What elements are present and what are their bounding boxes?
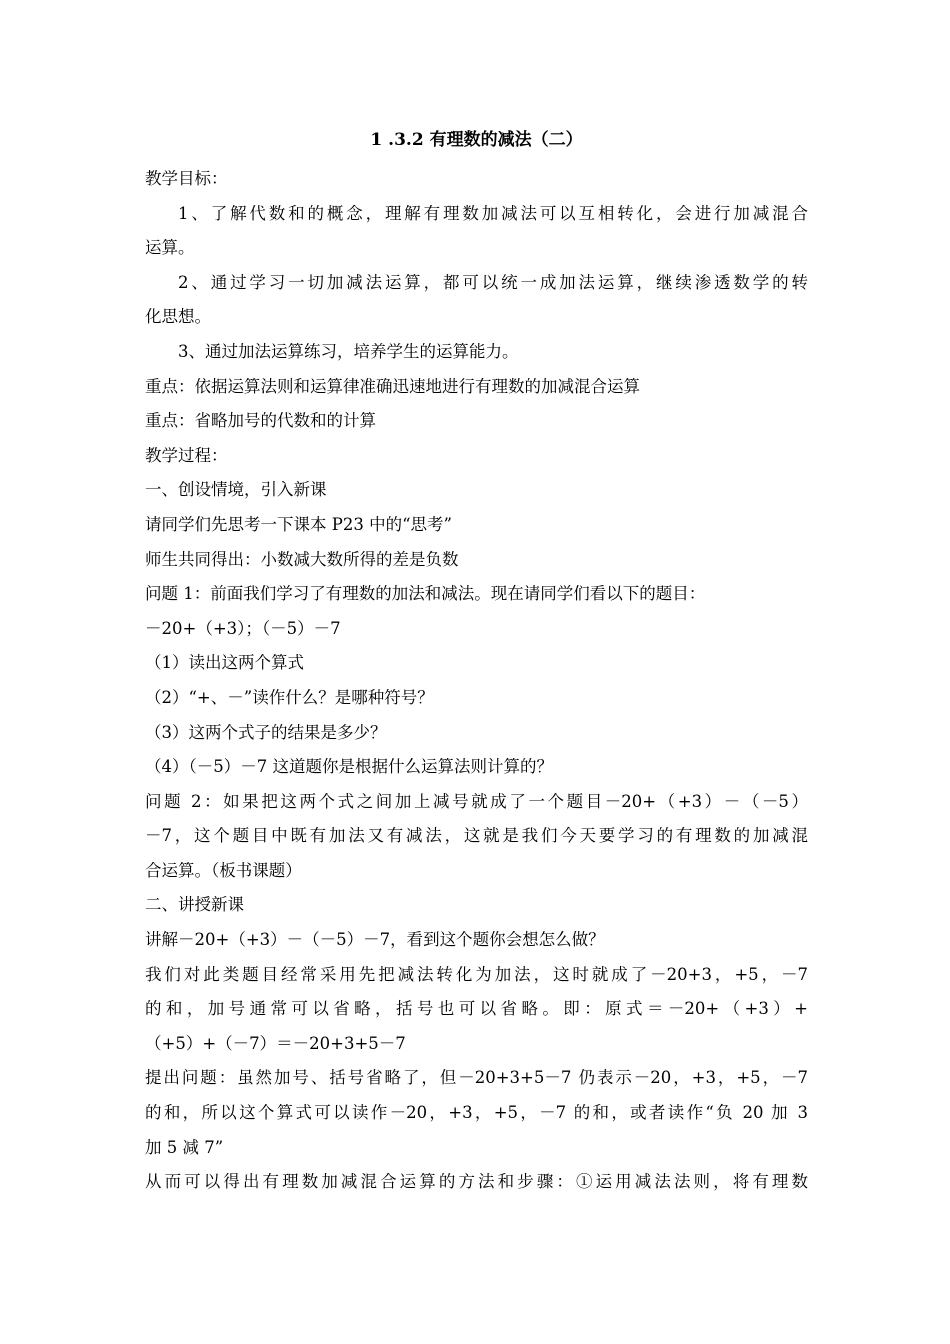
paragraph-line: 请同学们先思考一下课本 P23 中的“思考” — [145, 514, 452, 534]
paragraph-line: 师生共同得出：小数减大数所得的差是负数 — [145, 549, 459, 569]
document-title: 1 .3.2 有理数的减法（二） — [370, 130, 583, 150]
objective-2-line-1: 2、通过学习一切加减法运算，都可以统一成加法运算，继续渗透数学的转 — [178, 272, 808, 292]
objective-2-line-2: 化思想。 — [145, 307, 211, 327]
math-expression: －20+（+3）；（－5）－7 — [145, 618, 341, 638]
question-2-line-1: 问题 2：如果把这两个式之间加上减号就成了一个题目－20+（+3）－（－5） — [145, 791, 808, 811]
document-page — [145, 118, 808, 1200]
paragraph-line: 加 5 减 7” — [145, 1137, 224, 1157]
question-2-line-3: 合运算。（板书课题） — [145, 860, 302, 880]
subsection-heading-intro: 一、创设情境，引入新课 — [145, 480, 327, 500]
paragraph-line: 讲解－20+（+3）－（－5）－7，看到这个题你会想怎么做？ — [145, 930, 605, 950]
question-2-line-2: －7，这个题目中既有加法又有减法，这就是我们今天要学习的有理数的加减混 — [145, 826, 808, 846]
sub-question-3: （3）这两个式子的结果是多少？ — [145, 722, 387, 742]
objective-3: 3、通过加法运算练习，培养学生的运算能力。 — [178, 341, 519, 361]
question-1: 问题 1：前面我们学习了有理数的加法和减法。现在请同学们看以下的题目： — [145, 584, 706, 604]
objective-1-line-2: 运算。 — [145, 238, 195, 258]
section-heading-process: 教学过程： — [145, 445, 228, 465]
subsection-heading-new-lesson: 二、讲授新课 — [145, 895, 244, 915]
objective-1-line-1: 1、了解代数和的概念，理解有理数加减法可以互相转化，会进行加减混合 — [178, 203, 808, 223]
paragraph-line: 我们对此类题目经常采用先把减法转化为加法，这时就成了－20+3，+5，－7 — [145, 964, 808, 984]
paragraph-line: 从而可以得出有理数加减混合运算的方法和步骤：①运用减法法则，将有理数 — [145, 1172, 808, 1192]
sub-question-4: （4）（－5）－7 这道题你是根据什么运算法则计算的？ — [145, 757, 553, 777]
section-heading-objectives: 教学目标： — [145, 169, 228, 188]
key-point-2: 重点：省略加号的代数和的计算 — [145, 411, 376, 431]
paragraph-line: （+5）+（－7）＝－20+3+5－7 — [145, 1033, 406, 1053]
paragraph-line: 提出问题：虽然加号、括号省略了，但－20+3+5－7 仍表示－20，+3，+5，－7 — [145, 1068, 808, 1088]
paragraph-line: 的和，所以这个算式可以读作－20，+3，+5，－7 的和，或者读作“负 20 加 3 — [145, 1103, 808, 1123]
key-point-1: 重点：依据运算法则和运算律准确迅速地进行有理数的加减混合运算 — [145, 376, 640, 396]
sub-question-1: （1）读出这两个算式 — [145, 653, 304, 673]
sub-question-2: （2）“+、－”读作什么？是哪种符号？ — [145, 687, 434, 707]
paragraph-line: 的和，加号通常可以省略，括号也可以省略。即：原式＝－20+（+3）+ — [145, 999, 808, 1019]
